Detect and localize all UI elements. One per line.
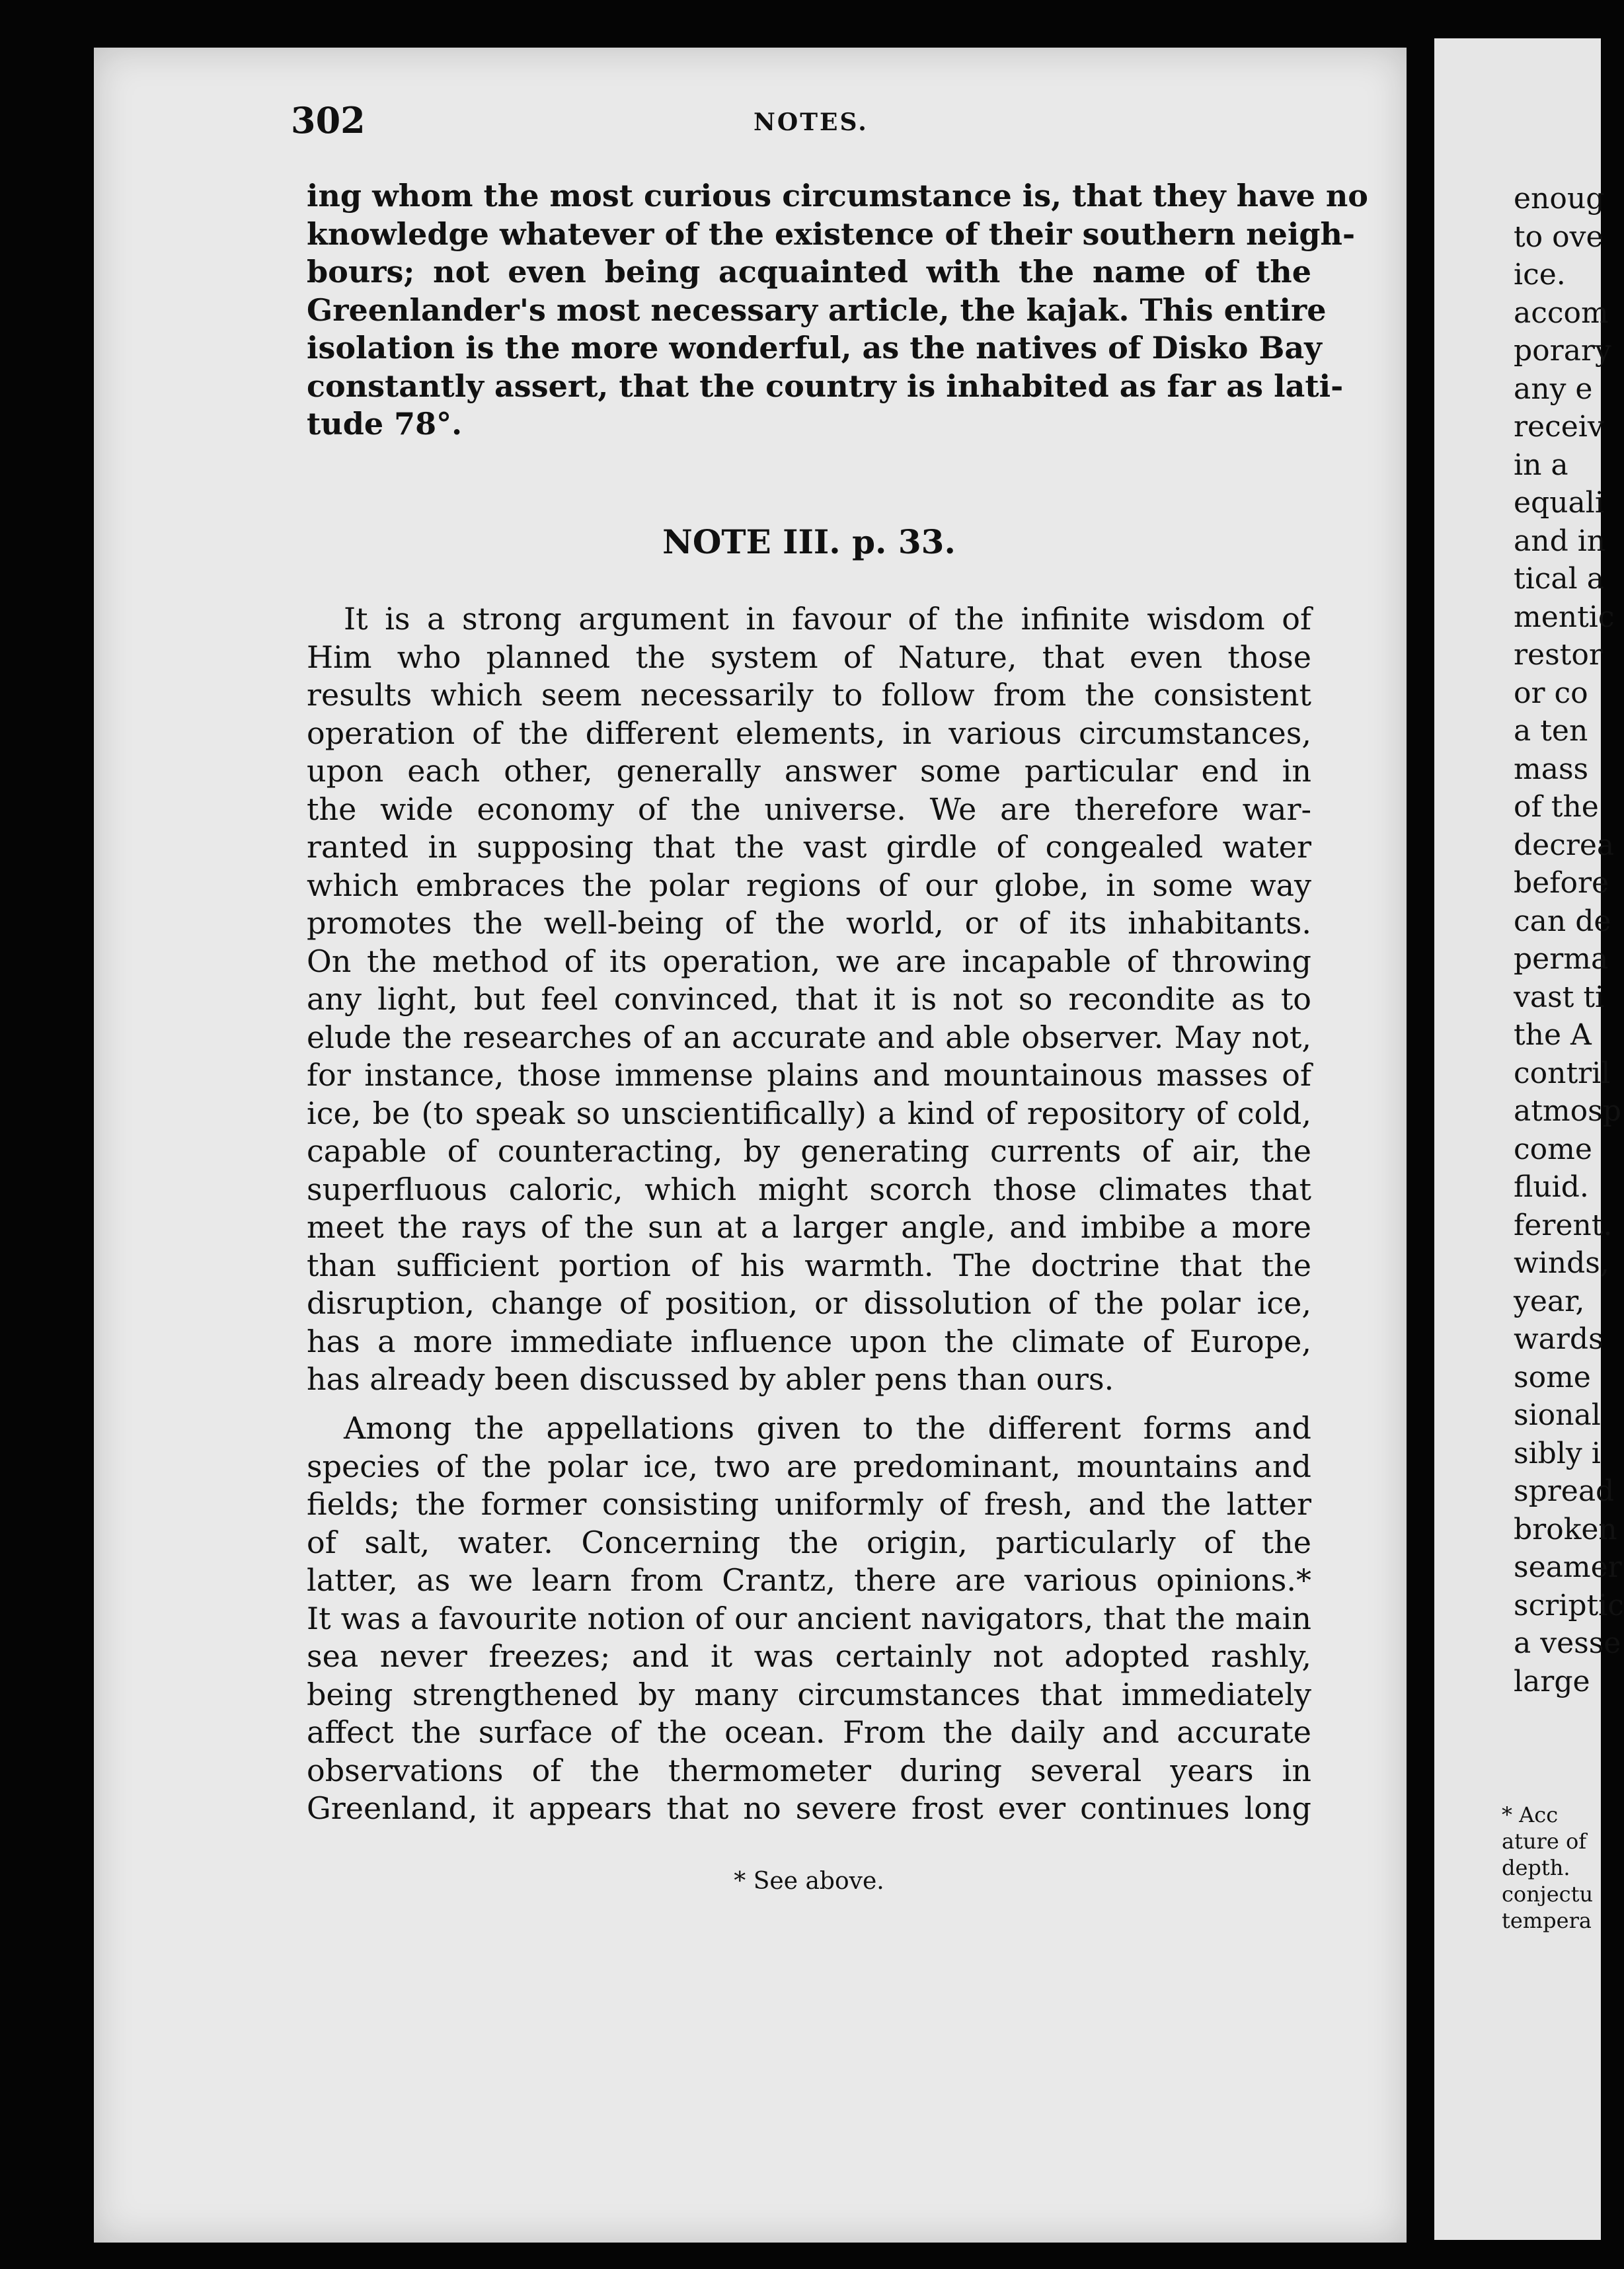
text-line: observations of the thermometer during several years in	[307, 1752, 1311, 1788]
text-line: constantly assert, that the country is inhabited as far as lati-	[307, 368, 1344, 404]
right-footnote-line: * Acc	[1502, 1802, 1559, 1827]
right-text-line: receiv	[1514, 410, 1604, 444]
intro-paragraph	[307, 177, 1368, 444]
right-footnote-line: tempera	[1502, 1908, 1592, 1933]
right-text-line: atmosp	[1514, 1094, 1621, 1128]
right-text-line: scriptic	[1514, 1588, 1624, 1622]
text-line: any light, but feel convinced, that it is not so recondite as to	[307, 981, 1311, 1017]
right-text-line: and in	[1514, 524, 1606, 558]
text-line: promotes the well-being of the world, or of its inhabitants.	[307, 905, 1311, 941]
text-line: has a more immediate influence upon the climate of Europe,	[307, 1323, 1311, 1359]
text-line: bours; not even being acquainted with the name of the	[307, 254, 1311, 290]
right-text-line: spread	[1514, 1474, 1615, 1508]
right-text-line: a vesse	[1514, 1626, 1621, 1660]
text-line: fields; the former consisting uniformly of fresh, and the latter	[307, 1486, 1311, 1522]
right-text-line: any e	[1514, 372, 1593, 406]
text-line: affect the surface of the ocean. From the daily and accurate	[307, 1714, 1311, 1750]
right-text-line: or co	[1514, 676, 1588, 710]
text-line: which embraces the polar regions of our globe, in some way	[307, 867, 1311, 903]
right-text-line: the A	[1514, 1018, 1592, 1052]
right-text-line: contril	[1514, 1056, 1611, 1090]
text-line: the wide economy of the universe. We are therefore war-	[307, 791, 1311, 827]
text-line: ranted in supposing that the vast girdle of congealed water	[307, 829, 1311, 865]
right-text-line: enoug	[1514, 182, 1605, 216]
running-head	[291, 99, 1322, 145]
right-text-line: ice.	[1514, 258, 1566, 292]
text-line: ice, be (to speak so unscientifically) a kind of repository of cold,	[307, 1095, 1311, 1131]
right-text-line: wards	[1514, 1322, 1604, 1356]
right-text-line: accom	[1514, 296, 1609, 330]
right-text-line: decrea	[1514, 828, 1615, 862]
right-text-line: can de	[1514, 904, 1611, 938]
right-footnote-line: conjectu	[1502, 1882, 1594, 1907]
text-line: than sufficient portion of his warmth. The doctrine that the	[307, 1247, 1311, 1283]
right-page-footnote	[1502, 1802, 1601, 1934]
paragraph-1	[307, 600, 1311, 1399]
right-text-line: fluid.	[1514, 1170, 1589, 1204]
text-line: Him who planned the system of Nature, that even those	[307, 639, 1311, 675]
right-text-line: mentic	[1514, 600, 1615, 634]
text-line: being strengthened by many circumstances that immediately	[307, 1676, 1311, 1712]
right-footnote-line: ature of	[1502, 1829, 1587, 1854]
right-text-line: of the	[1514, 790, 1599, 824]
text-line: capable of counteracting, by generating currents of air, the	[307, 1133, 1311, 1169]
right-text-line: winds,	[1514, 1246, 1609, 1280]
text-line: results which seem necessarily to follow from the consistent	[307, 677, 1311, 713]
text-line: Among the appellations given to the different forms and	[344, 1410, 1311, 1446]
right-page-text	[1514, 180, 1624, 1700]
right-text-line: in a	[1514, 448, 1568, 482]
text-line: operation of the different elements, in various circumstances,	[307, 715, 1311, 751]
right-text-line: mass	[1514, 752, 1589, 786]
paragraph-2	[307, 1410, 1311, 1828]
text-line: has already been discussed by abler pens than ours.	[307, 1361, 1114, 1397]
text-line: latter, as we learn from Crantz, there are various opinions.*	[307, 1562, 1311, 1598]
text-line: superfluous caloric, which might scorch those climates that	[307, 1171, 1311, 1207]
text-line: meet the rays of the sun at a larger angle, and imbibe a more	[307, 1209, 1311, 1245]
text-line: ing whom the most curious circumstance is, that they have no	[307, 178, 1368, 214]
right-text-line: seamer	[1514, 1550, 1622, 1584]
right-text-line: restor	[1514, 638, 1603, 672]
text-line: It is a strong argument in favour of the infinite wisdom of	[344, 601, 1311, 637]
text-line: tude 78°.	[307, 406, 463, 442]
page-number: 302	[291, 99, 366, 141]
right-text-line: a ten	[1514, 714, 1588, 748]
text-line: isolation is the more wonderful, as the natives of Disko Bay	[307, 330, 1322, 366]
text-line: It was a favourite notion of our ancient navigators, that the main	[307, 1600, 1311, 1636]
text-line: On the method of its operation, we are incapable of throwing	[307, 943, 1311, 979]
text-line: disruption, change of position, or dissolution of the polar ice,	[307, 1285, 1311, 1321]
right-footnote-line: depth.	[1502, 1855, 1570, 1880]
right-text-line: porary	[1514, 334, 1611, 368]
running-title: NOTES.	[754, 108, 869, 136]
right-text-line: sional	[1514, 1398, 1601, 1432]
text-line: species of the polar ice, two are predominant, mountains and	[307, 1448, 1311, 1484]
right-text-line: tical a	[1514, 562, 1604, 596]
right-text-line: ferent.	[1514, 1208, 1613, 1242]
text-line: sea never freezes; and it was certainly not adopted rashly,	[307, 1638, 1311, 1674]
text-line: elude the researches of an accurate and able observer. May not,	[307, 1019, 1311, 1055]
right-text-line: broken	[1514, 1512, 1617, 1546]
text-line: of salt, water. Concerning the origin, particularly of the	[307, 1524, 1311, 1560]
note-heading: NOTE III. p. 33.	[662, 522, 956, 561]
text-line: for instance, those immense plains and mountainous masses of	[307, 1057, 1311, 1093]
right-text-line: vast ti	[1514, 980, 1605, 1014]
right-text-line: year,	[1514, 1284, 1585, 1318]
footnote: * See above.	[734, 1868, 884, 1895]
text-line: upon each other, generally answer some particular end in	[307, 753, 1311, 789]
text-line: Greenland, it appears that no severe frost ever continues long	[307, 1790, 1311, 1826]
text-line: knowledge whatever of the existence of their southern neigh-	[307, 216, 1356, 252]
right-text-line: equali	[1514, 486, 1604, 520]
text-line: Greenlander's most necessary article, the kajak. This entire	[307, 292, 1327, 328]
right-text-line: before	[1514, 866, 1609, 900]
right-text-line: to ove	[1514, 219, 1604, 254]
right-text-line: large	[1514, 1664, 1590, 1698]
right-text-line: come	[1514, 1132, 1592, 1166]
right-text-line: sibly i	[1514, 1436, 1601, 1470]
right-text-line: perma	[1514, 942, 1609, 976]
right-text-line: some	[1514, 1360, 1591, 1394]
